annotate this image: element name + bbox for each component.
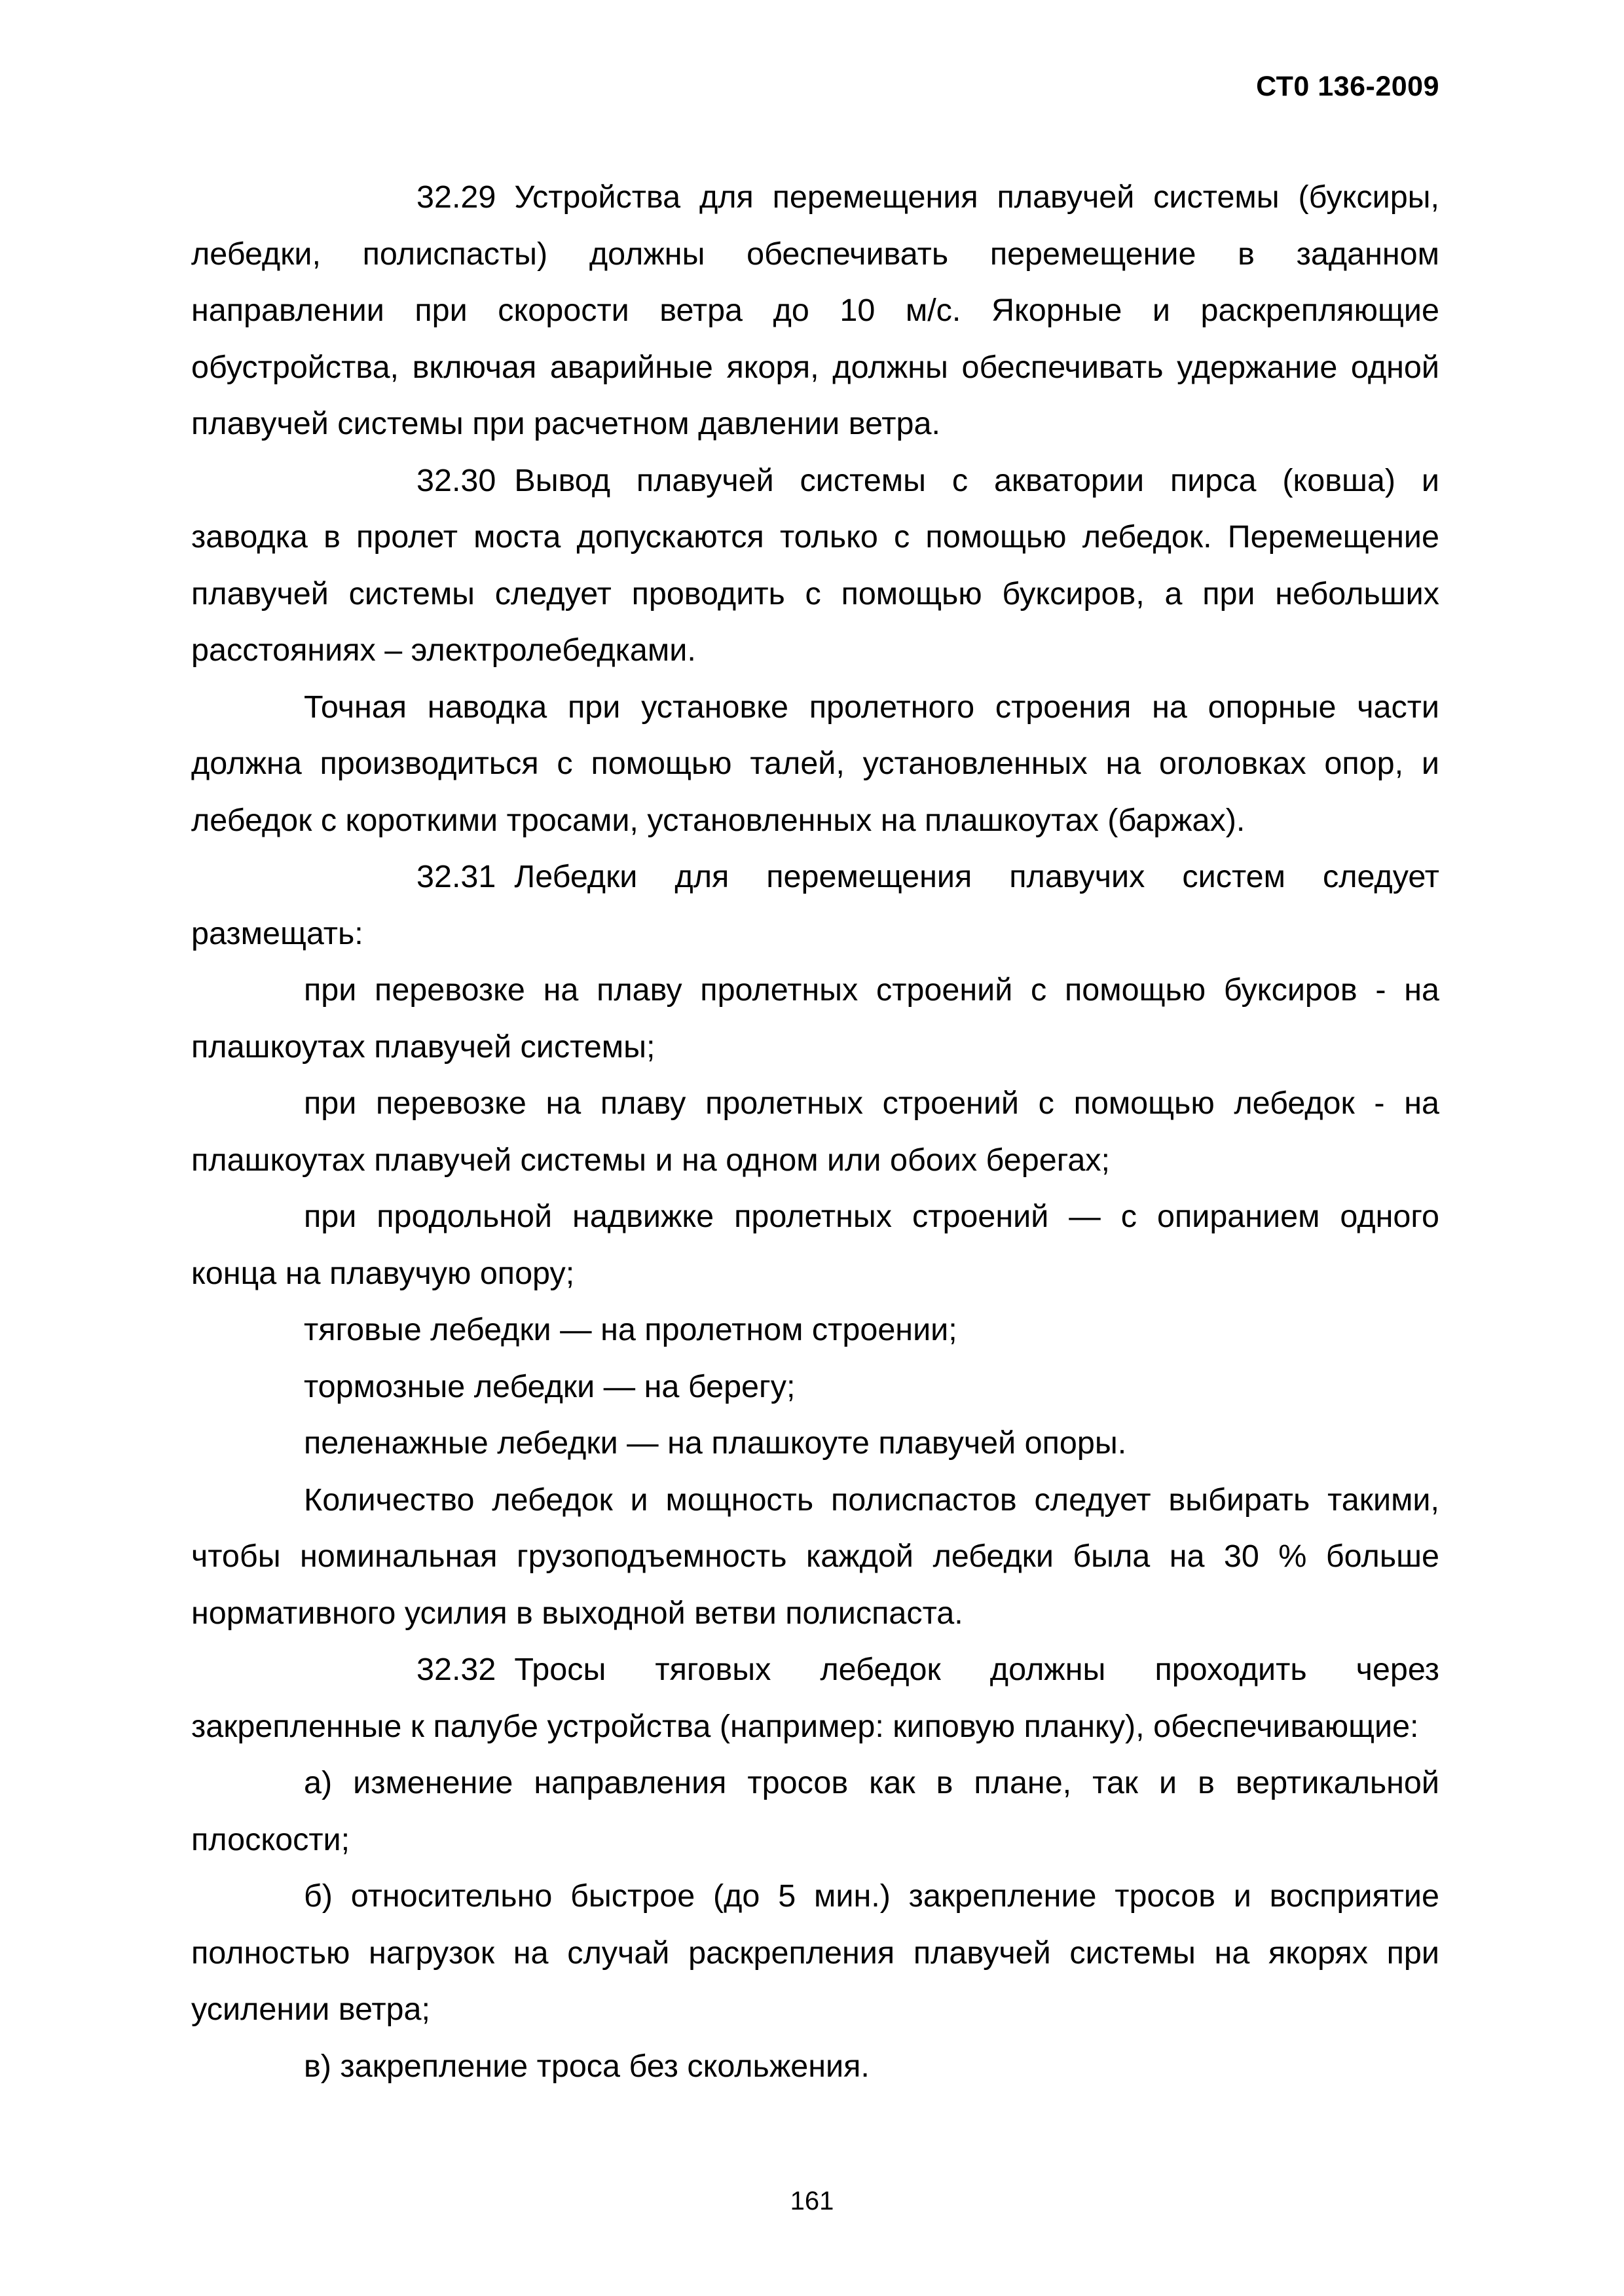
list-item-c — [191, 2038, 1439, 2095]
list-item-brake-winches — [191, 1358, 1439, 1415]
clause-number: 32.29 — [416, 179, 496, 215]
paragraph-32-31 — [191, 848, 1439, 962]
paragraph-32-32 — [191, 1641, 1439, 1755]
paragraph-precise-guidance — [191, 679, 1439, 849]
list-item-a — [191, 1755, 1439, 1868]
paragraph-text: Устройства для перемещения плавучей системы (буксиры, лебедки, полиспасты) должны обеспечивать перемещение в заданном направлении при скорости ветра до 10 м/с. Якорные и раскрепляющие обустройства, включая аварийные якоря, должны обеспечивать удержание одной плавучей системы при расчетном давлении ветра. — [191, 179, 1439, 441]
list-item-longitudinal-launching — [191, 1188, 1439, 1302]
paragraph-text: Вывод плавучей системы с акватории пирса (ковша) и заводка в пролет моста допускаются только с помощью лебедок. Перемещение плавучей системы следует проводить с помощью буксиров, а при небольших расстояниях – электролебедками. — [191, 462, 1439, 668]
paragraph-text: тормозные лебедки — на берегу; — [304, 1368, 796, 1404]
paragraph-text: а) изменение направления тросов как в плане, так и в вертикальной плоскости; — [191, 1765, 1439, 1857]
paragraph-text: Тросы тяговых лебедок должны проходить через закрепленные к палубе устройства (например: киповую планку), обеспечивающие: — [191, 1652, 1439, 1744]
paragraph-text: б) относительно быстрое (до 5 мин.) закрепление тросов и восприятие полностью нагрузок на случай раскрепления плавучей системы на якорях при усилении ветра; — [191, 1878, 1439, 2027]
standard-code-header: СТ0 136-2009 — [1256, 71, 1439, 102]
paragraph-32-29 — [191, 169, 1439, 452]
list-item-positioning-winches — [191, 1415, 1439, 1472]
clause-number: 32.30 — [416, 462, 496, 498]
list-item-traction-winches — [191, 1302, 1439, 1358]
paragraph-winch-capacity — [191, 1472, 1439, 1642]
paragraph-text: пеленажные лебедки — на плашкоуте плавучей опоры. — [304, 1425, 1127, 1461]
paragraph-text: при перевозке на плаву пролетных строений с помощью буксиров - на плашкоутах плавучей системы; — [191, 972, 1439, 1065]
paragraph-text: при перевозке на плаву пролетных строений с помощью лебедок - на плашкоутах плавучей системы и на одном или обоих берегах; — [191, 1085, 1439, 1178]
list-item-tug-transport — [191, 962, 1439, 1075]
list-item-b — [191, 1868, 1439, 2038]
page-number: 161 — [790, 2187, 834, 2215]
paragraph-text: Точная наводка при установке пролетного строения на опорные части должна производиться с помощью талей, установленных на оголовках опор, и лебедок с короткими тросами, установленных на плашкоутах (баржах). — [191, 689, 1439, 838]
paragraph-text: Количество лебедок и мощность полиспастов следует выбирать такими, чтобы номинальная грузоподъемность каждой лебедки была на 30 % больше нормативного усилия в выходной ветви полиспаста. — [191, 1482, 1439, 1631]
paragraph-text: Лебедки для перемещения плавучих систем следует размещать: — [191, 859, 1439, 951]
paragraph-text: в) закрепление троса без скольжения. — [304, 2048, 870, 2084]
list-item-winch-transport — [191, 1075, 1439, 1188]
clause-number: 32.31 — [416, 859, 496, 894]
clause-number: 32.32 — [416, 1652, 496, 1687]
paragraph-32-30 — [191, 452, 1439, 679]
paragraph-text: при продольной надвижке пролетных строений — с опиранием одного конца на плавучую опору; — [191, 1199, 1439, 1291]
paragraph-text: тяговые лебедки — на пролетном строении; — [304, 1312, 957, 1347]
document-body — [191, 169, 1439, 2094]
